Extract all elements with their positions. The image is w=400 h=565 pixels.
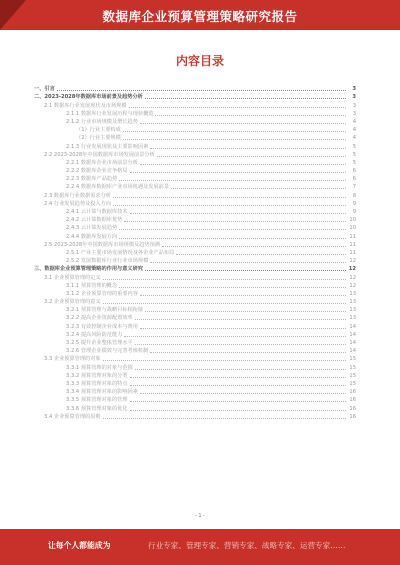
toc-entry[interactable] <box>34 232 356 240</box>
toc-entry-page: 16 <box>349 397 356 404</box>
toc-leader-dots <box>123 131 346 132</box>
toc-leader-dots <box>135 319 346 320</box>
toc-entry[interactable] <box>34 388 356 396</box>
toc-entry[interactable] <box>34 314 356 322</box>
toc-entry[interactable] <box>34 216 356 224</box>
toc-entry[interactable] <box>34 249 356 257</box>
toc-entry[interactable] <box>34 208 356 216</box>
toc-leader-dots <box>130 213 346 214</box>
toc-entry-text: 二、2023-2028年数据库市场前景及趋势分析 <box>34 94 143 101</box>
toc-entry[interactable] <box>34 191 356 199</box>
toc-entry-page: 15 <box>349 372 356 379</box>
toc-entry-text: 3.2 企业预算管理的意义 <box>44 299 101 306</box>
toc-entry[interactable] <box>34 183 356 191</box>
toc-leader-dots <box>150 352 346 353</box>
toc-entry-page: 9 <box>352 209 356 215</box>
toc-entry-page: 16 <box>349 405 356 412</box>
toc-entry[interactable] <box>34 265 356 273</box>
toc-entry[interactable] <box>34 151 356 159</box>
page-number: - 1 - <box>195 513 205 519</box>
page-footer <box>0 529 400 565</box>
toc-entry[interactable] <box>34 372 356 380</box>
toc-leader-dots <box>145 311 346 312</box>
toc-entry-page: 4 <box>352 135 356 142</box>
toc-entry-page: 13 <box>349 290 356 297</box>
toc-entry-page: 3 <box>352 102 356 109</box>
toc-entry-page: 6 <box>352 176 356 183</box>
toc-entry[interactable] <box>34 175 356 183</box>
toc-entry-text: 3.3.5 预算管理对象的管理 <box>66 397 128 404</box>
toc-leader-dots <box>124 221 346 222</box>
toc-entry-page: 13 <box>349 299 356 306</box>
toc-leader-dots <box>157 156 346 157</box>
toc-entry-page: 11 <box>349 233 356 240</box>
toc-entry-text: 3.4 企业预算管理的原则 <box>44 413 101 420</box>
toc-leader-dots <box>130 385 346 386</box>
toc-entry-text: 三、数据库企业预算管理策略的作用与意义研究 <box>34 266 143 273</box>
toc-entry-text: 2.5 2023-2028年中国数据库市场规模及趋势预测 <box>44 241 160 248</box>
toc-entry-text: 2.4.1 云计算与数据库技术 <box>66 209 128 215</box>
toc-entry[interactable] <box>34 363 356 371</box>
toc-leader-dots <box>130 401 346 402</box>
toc-entry-text: （1）行业主要构成 <box>76 127 121 134</box>
toc-leader-dots <box>130 410 346 411</box>
toc-entry-page: 8 <box>352 192 356 199</box>
toc-entry[interactable] <box>34 347 356 355</box>
toc-entry-page: 3 <box>352 94 356 101</box>
toc-leader-dots <box>129 107 346 108</box>
toc-entry[interactable] <box>34 159 356 167</box>
toc-entry-text: 2.3 数据库行业数据需求分析 <box>44 192 111 199</box>
toc-entry[interactable] <box>34 396 356 404</box>
toc-leader-dots <box>135 344 346 345</box>
toc-leader-dots <box>176 254 346 255</box>
toc-entry-text: 2.1.2 行业市场规模及增长趋势 <box>66 118 138 125</box>
toc-entry[interactable] <box>34 282 356 290</box>
toc-entry-page: 5 <box>352 159 356 166</box>
toc-leader-dots <box>103 303 346 304</box>
toc-entry-page: 12 <box>349 274 356 281</box>
toc-entry[interactable] <box>34 224 356 232</box>
toc-entry[interactable] <box>34 134 356 142</box>
toc-entry-text: 2.2.1 数据库企业市场前景分析 <box>66 159 138 166</box>
toc-entry[interactable] <box>34 93 356 101</box>
toc-entry-text: 3.2.1 预算管理与战略目标相衔接 <box>66 307 144 314</box>
toc-entry-page: 11 <box>349 241 356 248</box>
toc-entry-text: 3.2.5 提升企业整体管理水平 <box>66 340 133 346</box>
toc-entry-text: 3.2.2 提高企业资源配置效率 <box>66 315 133 322</box>
toc-entry-page: 13 <box>349 307 356 314</box>
toc-entry-text: 2.1 数据库行业发展现状及市场规模 <box>44 102 127 109</box>
toc-leader-dots <box>135 369 346 370</box>
toc-entry-text: 3.2.4 提高风险防范能力 <box>66 331 123 338</box>
toc-entry-page: 12 <box>349 258 356 265</box>
toc-leader-dots <box>155 115 346 116</box>
toc-entry[interactable] <box>34 118 356 126</box>
toc-leader-dots <box>119 229 346 230</box>
toc-leader-dots <box>162 246 346 247</box>
page-header <box>0 0 400 30</box>
toc-entry-text: 2.1.3 行业发展现状及主要影响因素 <box>66 143 149 150</box>
toc-entry-text: 2.4 行业发展趋势及投入方向 <box>44 200 111 207</box>
toc-entry-page: 10 <box>349 225 356 232</box>
toc-entry[interactable] <box>34 142 356 150</box>
toc-heading: 内容目录 <box>175 54 224 68</box>
toc-entry-page: 16 <box>349 413 356 420</box>
footer-tagline: 行业专家、管理专家、营销专家、战略专家、运营专家…… <box>148 541 346 550</box>
toc-entry-text: 3.3.2 预算管理对象的分类 <box>66 372 128 379</box>
toc-entry[interactable] <box>34 355 356 363</box>
toc-leader-dots <box>140 123 346 124</box>
toc-entry-page: 14 <box>349 348 356 355</box>
toc-entry-text: 2.1.1 数据库行业发展历程与现状概览 <box>66 110 154 117</box>
toc-leader-dots <box>145 270 346 271</box>
toc-entry[interactable] <box>34 85 356 93</box>
document-title: 数据库企业预算管理策略研究报告 <box>102 9 298 24</box>
toc-entry[interactable] <box>34 273 356 281</box>
toc-entry-page: 16 <box>349 389 356 396</box>
toc-leader-dots <box>130 377 346 378</box>
toc-entry-text: 2.5.2 发展数据库行业行业市场规模 <box>66 258 149 265</box>
toc-entry-page: 14 <box>349 323 356 330</box>
toc-leader-dots <box>150 262 346 263</box>
toc-entry[interactable] <box>34 241 356 249</box>
toc-leader-dots <box>140 393 346 394</box>
toc-leader-dots <box>150 148 346 149</box>
toc-entry[interactable] <box>34 413 356 421</box>
toc-entry-page: 3 <box>352 86 356 93</box>
toc-leader-dots <box>103 360 346 361</box>
toc-entry-page: 11 <box>349 249 356 256</box>
toc-entry[interactable] <box>34 339 356 347</box>
toc-entry[interactable] <box>34 306 356 314</box>
toc-entry[interactable] <box>34 110 356 118</box>
toc-entry-text: 3.1.1 预算管理的概念 <box>66 282 118 289</box>
toc-leader-dots <box>140 295 346 296</box>
toc-entry-text: 2.4.3 云计算发展趋势 <box>66 225 118 232</box>
toc-entry-page: 15 <box>349 364 356 371</box>
toc-leader-dots <box>140 328 346 329</box>
toc-entry-text: 2.5.1 产业主要市场发展情况及各企业产品布局 <box>66 249 175 256</box>
toc-entry-page: 9 <box>352 200 356 207</box>
toc-leader-dots <box>57 90 346 91</box>
toc-entry-page: 3 <box>352 110 356 117</box>
toc-entry-page: 15 <box>349 356 356 363</box>
toc-leader-dots <box>171 188 346 189</box>
toc-entry[interactable] <box>34 101 356 109</box>
toc-entry-text: 2.2.4 数据库数据库产业市场机遇及发展前景 <box>66 184 170 191</box>
toc-entry[interactable] <box>34 298 356 306</box>
toc-entry-text: 3.2.6 管理企业绩效与完善考核机制 <box>66 348 149 355</box>
toc-entry-page: 5 <box>352 143 356 150</box>
toc-entry-text: 3.3.3 预算管理对象的特点 <box>66 380 128 387</box>
toc-entry-text: 3.2.3 有效控制企业成本与费用 <box>66 323 138 330</box>
toc-entry[interactable] <box>34 331 356 339</box>
toc-entry-text: （2）行业主要规模 <box>76 135 121 142</box>
toc-entry[interactable] <box>34 380 356 388</box>
toc-entry[interactable] <box>34 126 356 134</box>
toc-entry-text: 2.4.2 云计算数据库优势 <box>66 217 123 224</box>
toc-entry[interactable] <box>34 290 356 298</box>
toc-leader-dots <box>103 418 346 419</box>
toc-entry-text: 3.3 企业预算管理的对象 <box>44 356 101 363</box>
toc-entry-page: 12 <box>349 282 356 289</box>
toc-entry-page: 4 <box>352 127 356 134</box>
toc-entry-page: 13 <box>349 315 356 322</box>
table-of-contents <box>34 85 356 421</box>
toc-entry-page: 15 <box>349 380 356 387</box>
toc-entry[interactable] <box>34 200 356 208</box>
toc-entry-page: 6 <box>352 168 356 175</box>
toc-entry-text: 2.4.4 数据库发展方向 <box>66 233 118 240</box>
toc-leader-dots <box>103 279 346 280</box>
toc-entry[interactable] <box>34 257 356 265</box>
toc-entry[interactable] <box>34 404 356 412</box>
toc-entry-text: 2.2.2 数据库企业竞争格局 <box>66 168 128 175</box>
toc-entry-text: 3.1 企业预算管理的定义 <box>44 274 101 281</box>
toc-entry-page: 5 <box>352 151 356 158</box>
toc-entry-text: 3.1.2 企业预算管理的重要内容 <box>66 290 138 297</box>
toc-leader-dots <box>145 98 346 99</box>
toc-leader-dots <box>119 287 346 288</box>
toc-entry-page: 14 <box>349 340 356 346</box>
footer-slogan: 让每个人都能成为 <box>48 541 111 550</box>
toc-leader-dots <box>123 139 346 140</box>
toc-leader-dots <box>119 238 346 239</box>
toc-leader-dots <box>124 336 346 337</box>
toc-leader-dots <box>113 197 346 198</box>
toc-leader-dots <box>130 172 346 173</box>
toc-entry-page: 12 <box>348 266 356 273</box>
toc-entry-text: 2.2 2023-2028年中国数据库市场发展前景分析 <box>44 151 155 158</box>
toc-leader-dots <box>119 180 346 181</box>
toc-entry[interactable] <box>34 167 356 175</box>
toc-entry-page: 7 <box>352 184 356 191</box>
toc-entry-text: 3.3.6 预算管理对象的优化 <box>66 405 128 412</box>
toc-entry-text: 2.2.3 数据库产品趋势 <box>66 176 118 183</box>
toc-leader-dots <box>113 205 346 206</box>
toc-leader-dots <box>140 164 346 165</box>
toc-entry-page: 14 <box>349 331 356 338</box>
toc-entry-page: 10 <box>349 217 356 224</box>
toc-entry-text: 3.3.1 预算管理的对象与范围 <box>66 364 133 371</box>
toc-entry-text: 一、引言 <box>34 86 55 93</box>
toc-entry-text: 3.3.4 预算管理对象的影响因素 <box>66 389 138 396</box>
toc-entry[interactable] <box>34 322 356 330</box>
toc-entry-page: 4 <box>352 118 356 125</box>
